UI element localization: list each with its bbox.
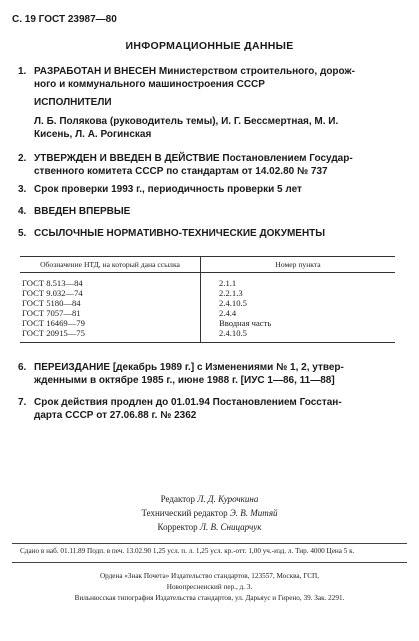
credit-tech-editor (0, 506, 419, 520)
item-number: 2. (18, 153, 27, 164)
table-row (20, 298, 395, 308)
table-cell-designation: ГОСТ 5180—84 (20, 298, 201, 308)
item-number: 5. (18, 228, 27, 239)
item-number: 6. (18, 362, 27, 373)
item-number: 3. (18, 184, 27, 195)
item-number: 1. (18, 66, 27, 77)
footer-line: Вильнюсская типография Издательства стандартов, ул. Дарьяус и Гирено, 39. Зак. 2291. (74, 594, 345, 602)
divider (12, 543, 407, 544)
page-header: С. 19 ГОСТ 23987—80 (12, 14, 117, 25)
item-line: Кисень, Л. А. Рогинская (34, 129, 152, 140)
footer-publisher (0, 571, 419, 604)
table-cell-clause: 2.1.1 (219, 278, 237, 288)
table-cell-clause: 2.2.1.3 (219, 288, 243, 298)
table-cell-designation: ГОСТ 7057—81 (20, 308, 201, 318)
page-title: ИНФОРМАЦИОННЫЕ ДАННЫЕ (125, 40, 294, 52)
table-cell-clause: Вводная часть (219, 318, 272, 328)
table-header-designation: Обозначение НТД, на который дана ссылка (20, 257, 201, 273)
table-cell-designation: ГОСТ 9.032—74 (20, 288, 201, 298)
table-header-row (20, 257, 395, 273)
item-line: ССЫЛОЧНЫЕ НОРМАТИВНО-ТЕХНИЧЕСКИЕ ДОКУМЕНТЫ (34, 228, 326, 239)
item-line: жденными в октябре 1985 г., июне 1988 г. [ИУС 1—86, 11—88] (34, 375, 335, 386)
table-cell-clause: 2.4.4 (219, 308, 237, 318)
table-header-clause: Номер пункта (201, 257, 396, 273)
table-cell-designation: ГОСТ 16469—79 (20, 318, 201, 328)
item-line: РАЗРАБОТАН И ВНЕСЕН Министерством строительного, дорож- (34, 66, 355, 77)
item-number: 4. (18, 206, 27, 217)
table-row (20, 273, 395, 289)
table-row (20, 318, 395, 328)
table-row (20, 288, 395, 298)
credits-block (0, 492, 419, 534)
credit-person: Л. Д. Курочкина (197, 494, 259, 504)
table-cell-designation: ГОСТ 8.513—84 (20, 273, 201, 289)
credit-role: Технический редактор (141, 508, 228, 518)
credit-proofreader (0, 520, 419, 534)
credit-person: Э. В. Митяй (229, 508, 278, 518)
footer-line: Новопресненский пер., д. 3. (166, 583, 253, 591)
divider (12, 562, 407, 563)
item-line: ного и коммунального машиностроения СССР (34, 79, 265, 90)
item-line: УТВЕРЖДЕН И ВВЕДЕН В ДЕЙСТВИЕ Постановлением Государ- (34, 153, 353, 164)
executors-heading: ИСПОЛНИТЕЛИ (34, 97, 112, 108)
item-line: дарта СССР от 27.06.88 г. № 2362 (34, 410, 197, 421)
credit-role: Корректор (157, 522, 198, 532)
table-row (20, 328, 395, 343)
item-line: Л. Б. Полякова (руководитель темы), И. Г. Бессмертная, М. И. (34, 116, 339, 127)
item-line: ПЕРЕИЗДАНИЕ [декабрь 1989 г.] с Изменениями № 1, 2, утвер- (34, 362, 344, 373)
print-info: Сдано в наб. 01.11.89 Подп. в печ. 13.02.90 1,25 усл. п. л. 1,25 усл. кр.-отт. 1,00 уч.-изд. л. Тир. 4000 Цена 5 к. (20, 547, 355, 555)
item-line: Срок действия продлен до 01.01.94 Постановлением Госстан- (34, 397, 342, 408)
credit-person: Л. В. Сницарчук (199, 522, 262, 532)
item-line: ВВЕДЕН ВПЕРВЫЕ (34, 206, 131, 217)
table-cell-clause: 2.4.10.5 (201, 328, 396, 343)
table-cell-clause: 2.4.10.5 (219, 298, 247, 308)
credit-role: Редактор (160, 494, 196, 504)
item-line: Срок проверки 1993 г., периодичность проверки 5 лет (34, 184, 302, 195)
credit-editor (0, 492, 419, 506)
footer-line: Ордена «Знак Почета» Издательство стандартов, 123557, Москва, ГСП, (99, 572, 320, 580)
item-number: 7. (18, 397, 27, 408)
table-row (20, 308, 395, 318)
item-line: ственного комитета СССР по стандартам от 14.02.80 № 737 (34, 166, 328, 177)
table-cell-designation: ГОСТ 20915—75 (20, 328, 201, 343)
reference-documents-table (20, 256, 395, 343)
